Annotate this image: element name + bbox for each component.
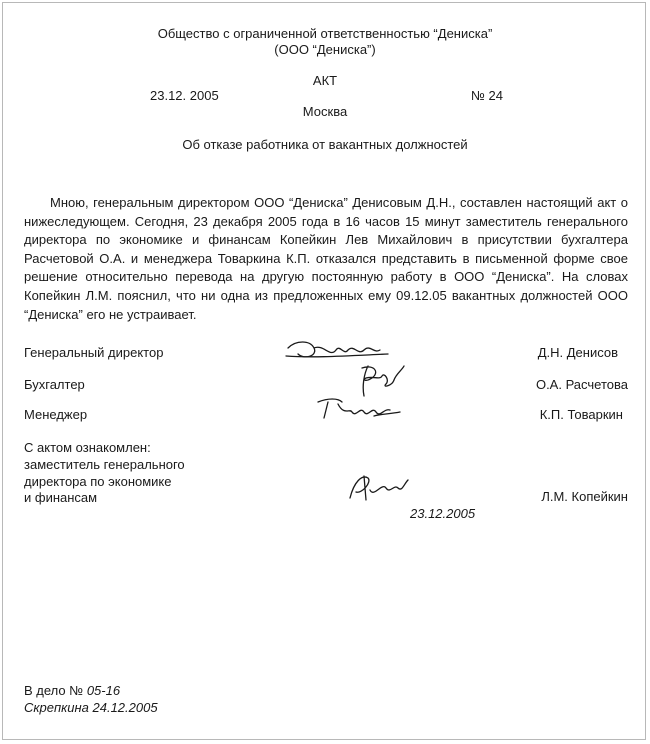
manager-position: Менеджер	[24, 407, 88, 422]
act-date: 23.12. 2005	[150, 88, 219, 103]
filing-prefix: В дело №	[24, 683, 87, 698]
filing-line	[24, 683, 120, 699]
accountant-name: О.А. Расчетова	[535, 377, 628, 392]
act-body-text: Мною, генеральным директором ООО “Дениска” Денисовым Д.Н., составлен настоящий акт о нижеследующем. Сегодня, 23 декабря 2005 года в 16 часов 15 минут заместитель генерального директора по экономике и финансам Копейкин Лев Михайлович в присутствии бухгалтера Расчетовой О.А. и менеджера Товаркина К.П. отказался представить в письменной форме свое решение относительно перевода на другую постоянную работу в ООО “Дениска”. На словах Копейкин Л.М. пояснил, что ни одна из предложенных ему 09.12.05 вакантных должностей ООО “Дениска” его не устраивает.	[24, 195, 628, 322]
manager-signature	[314, 394, 404, 424]
acquaintance-heading: С актом ознакомлен:	[24, 440, 151, 455]
acquaintance-position-line3: и финансам	[24, 490, 98, 505]
filing-note: Скрепкина 24.12.2005	[24, 700, 158, 715]
org-short-name: (ООО “Дениска”)	[274, 42, 376, 57]
act-title: АКТ	[312, 73, 338, 88]
manager-name: К.П. Товаркин	[539, 407, 623, 422]
acquaintance-name: Л.М. Копейкин	[541, 489, 628, 504]
acquaintance-signature	[344, 468, 414, 508]
org-name: Общество с ограниченной ответственностью “Дениска”	[157, 26, 493, 41]
filing-case-number: 05-16	[86, 683, 121, 698]
director-position: Генеральный директор	[24, 345, 164, 360]
act-number: № 24	[471, 88, 504, 103]
act-city: Москва	[302, 104, 348, 119]
acquaintance-position-line2: директора по экономике	[24, 474, 172, 489]
acquaintance-position-line1: заместитель генерального	[24, 457, 185, 472]
director-name: Д.Н. Денисов	[537, 345, 618, 360]
act-subject: Об отказе работника от вакантных должностей	[182, 137, 468, 152]
acquaintance-date: 23.12.2005	[410, 506, 476, 521]
accountant-position: Бухгалтер	[24, 377, 85, 392]
